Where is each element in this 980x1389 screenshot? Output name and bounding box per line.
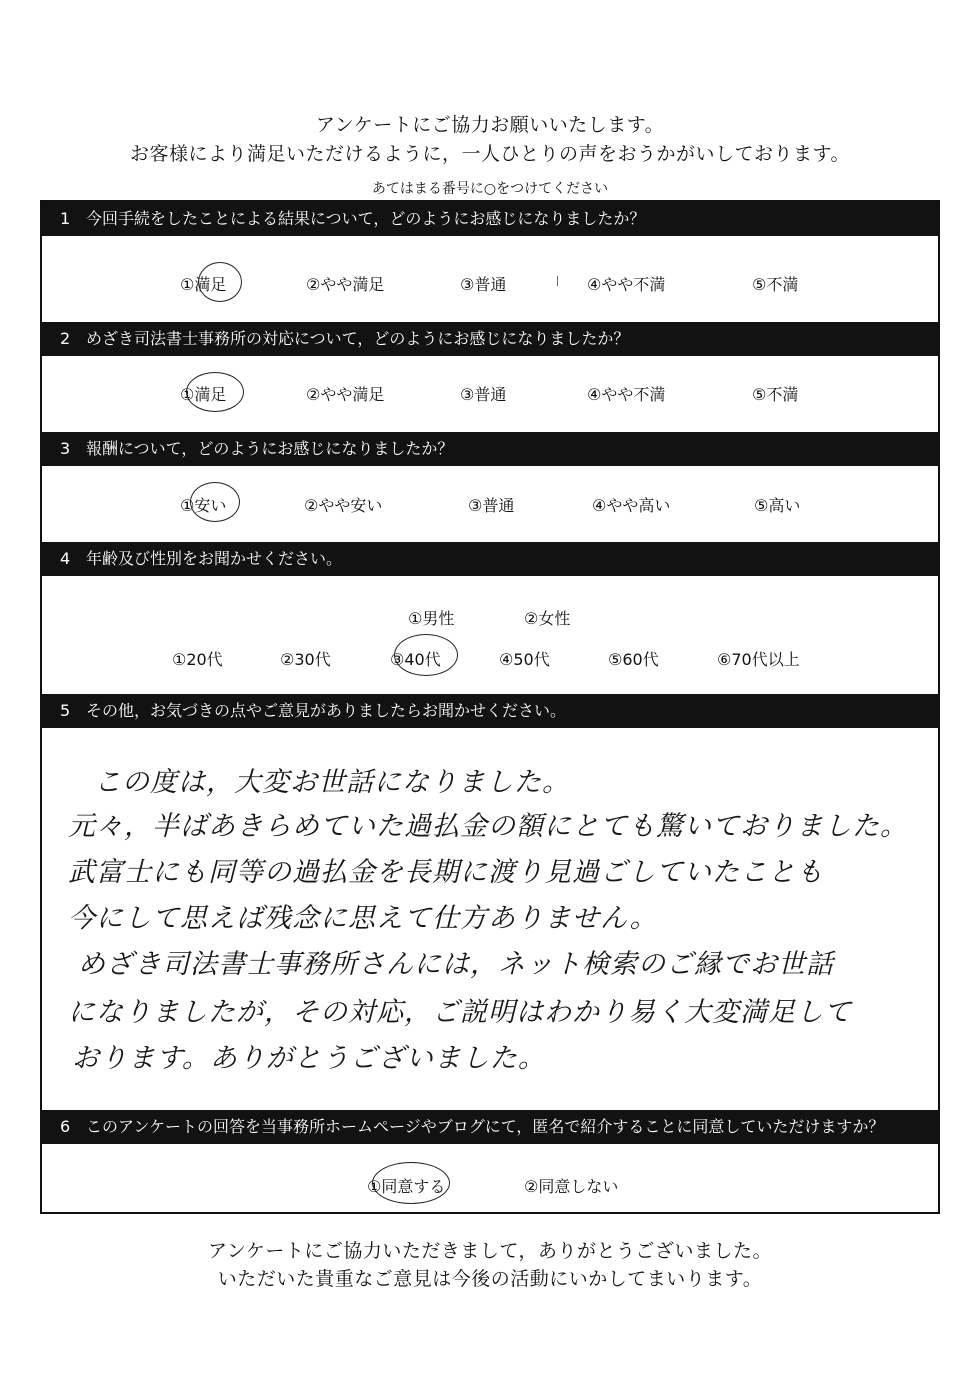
selection-circle (190, 482, 240, 522)
closing-line-1: アンケートにご協力いただきまして，ありがとうございました。 (208, 1240, 772, 1262)
comment-line-6: になりましたが，その対応，ご説明はわかり易く大変満足して (68, 997, 852, 1028)
survey-form (40, 200, 940, 1214)
age-option-30s[interactable]: ②30代 (280, 650, 331, 669)
intro-line-1: アンケートにご協力お願いいたします。 (315, 114, 665, 136)
question-number: 4 (60, 549, 71, 568)
instruction: あてはまる番号に○をつけてください (371, 181, 609, 197)
question-2-bar (42, 322, 938, 356)
age-option-20s[interactable]: ①20代 (172, 650, 223, 669)
q3-option-3[interactable]: ③普通 (468, 496, 515, 515)
gender-option-male[interactable]: ①男性 (408, 609, 455, 628)
q1-option-1[interactable]: ①満足 (180, 275, 227, 294)
q3-option-5[interactable]: ⑤高い (754, 496, 801, 515)
q3-option-2[interactable]: ②やや安い (304, 496, 383, 515)
question-text: このアンケートの回答を当事務所ホームページやブログにて，匿名で紹介することに同意していただけますか？ (86, 1117, 885, 1136)
age-option-40s[interactable]: ③40代 (390, 650, 441, 669)
q3-option-4[interactable]: ④やや高い (592, 496, 671, 515)
question-number: 1 (60, 209, 71, 228)
comment-line-4: 今にして思えば残念に思えて仕方ありません。 (68, 903, 658, 934)
comment-line-7: おります。ありがとうございました。 (72, 1043, 546, 1074)
question-number: 3 (60, 439, 71, 458)
q2-option-1[interactable]: ①満足 (180, 385, 227, 404)
question-5-bar (42, 694, 938, 728)
selection-circle (394, 634, 458, 676)
question-text: 報酬について，どのようにお感じになりましたか？ (86, 439, 454, 458)
comment-line-2: 元々，半ばあきらめていた過払金の額にとても驚いておりました。 (68, 811, 908, 842)
q6-option-disagree[interactable]: ②同意しない (524, 1177, 619, 1196)
question-3-bar (42, 432, 938, 466)
handwritten-comment (62, 730, 922, 1102)
q2-option-4[interactable]: ④やや不満 (587, 385, 666, 404)
gender-option-female[interactable]: ②女性 (524, 609, 571, 628)
question-number: 2 (60, 329, 71, 348)
comment-line-1: この度は，大変お世話になりました。 (94, 767, 570, 798)
question-text: 今回手続をしたことによる結果について，どのようにお感じになりましたか？ (86, 209, 646, 228)
age-option-60s[interactable]: ⑤60代 (608, 650, 659, 669)
q2-option-3[interactable]: ③普通 (460, 385, 507, 404)
question-number: 5 (60, 701, 71, 720)
q1-option-4[interactable]: ④やや不満 (587, 275, 666, 294)
question-6-bar (42, 1110, 938, 1144)
q3-option-1[interactable]: ①安い (180, 496, 227, 515)
selection-circle (186, 372, 244, 412)
selection-circle (372, 1162, 450, 1204)
comment-line-5: めざき司法書士事務所さんには，ネット検索のご縁でお世話 (78, 949, 834, 980)
question-text: めざき司法書士事務所の対応について，どのようにお感じになりましたか？ (86, 329, 630, 348)
q2-option-5[interactable]: ⑤不満 (752, 385, 799, 404)
question-1-bar (42, 202, 938, 236)
q1-option-3[interactable]: ③普通 (460, 275, 507, 294)
age-option-50s[interactable]: ④50代 (499, 650, 550, 669)
question-text: 年齢及び性別をお聞かせください。 (86, 549, 343, 568)
q2-option-2[interactable]: ②やや満足 (306, 385, 385, 404)
question-text: その他，お気づきの点やご意見がありましたらお聞かせください。 (86, 701, 567, 720)
q1-option-2[interactable]: ②やや満足 (306, 275, 385, 294)
q6-option-agree[interactable]: ①同意する (367, 1177, 446, 1196)
stray-mark (557, 276, 558, 286)
question-4-bar (42, 542, 938, 576)
question-number: 6 (60, 1117, 71, 1136)
closing-line-2: いただいた貴重なご意見は今後の活動にいかしてまいります。 (217, 1268, 763, 1290)
selection-circle (198, 262, 242, 302)
age-option-70s-plus[interactable]: ⑥70代以上 (717, 650, 800, 669)
q1-option-5[interactable]: ⑤不満 (752, 275, 799, 294)
comment-line-3: 武富士にも同等の過払金を長期に渡り見過ごしていたことも (68, 857, 824, 888)
intro-line-2: お客様により満足いただけるように，一人ひとりの声をおうかがいしております。 (130, 143, 850, 165)
